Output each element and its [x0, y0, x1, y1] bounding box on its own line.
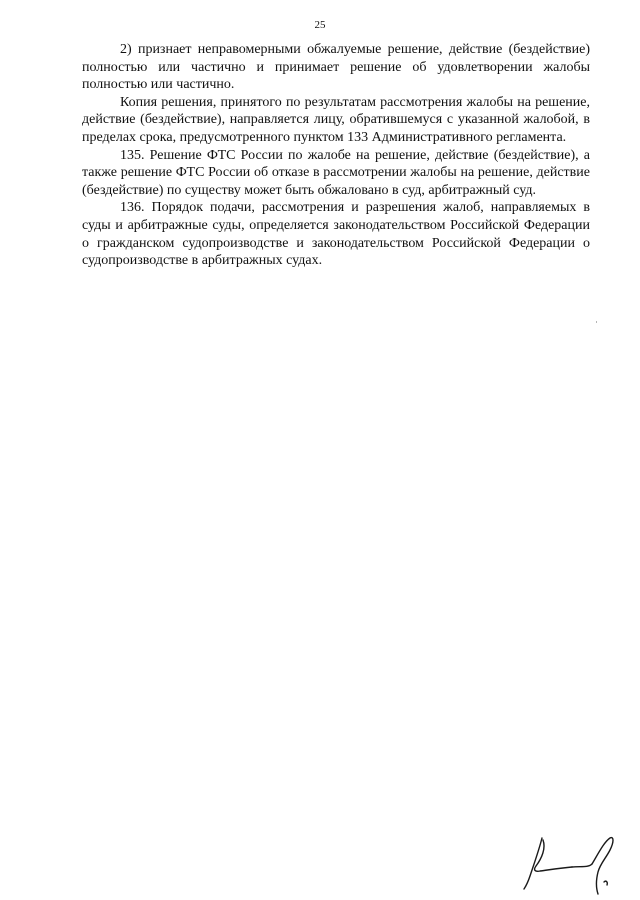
paragraph-decision-item-2: 2) признает неправомерными обжалуемые решение, действие (бездействие) полностью или частично и принимает решение об удовлетворении жалобы полностью или частично.	[82, 42, 590, 93]
paragraph-decision-copy: Копия решения, принятого по результатам рассмотрения жалобы на решение, действие (бездействие), направляется лицу, обратившемуся с указанной жалобой, в пределах срока, предусмотренного пунктом 133 Административного регламента.	[82, 94, 590, 145]
page-number: 25	[314, 19, 326, 31]
paragraph-item-135: 135. Решение ФТС России по жалобе на решение, действие (бездействие), а также решение ФТС России об отказе в рассмотрении жалобы на решение, действие (бездействие) по существу может быть обжаловано в суд, арбитражный суд.	[82, 147, 590, 198]
handwritten-signature-icon	[508, 832, 624, 896]
scan-speck	[596, 321, 597, 323]
paragraph-item-136: 136. Порядок подачи, рассмотрения и разрешения жалоб, направляемых в суды и арбитражные суды, определяется законодательством Российской Федерации о гражданском судопроизводстве и законодательством Российской Федерации о судопроизводстве в арбитражных судах.	[82, 200, 590, 269]
document-body	[82, 41, 590, 270]
